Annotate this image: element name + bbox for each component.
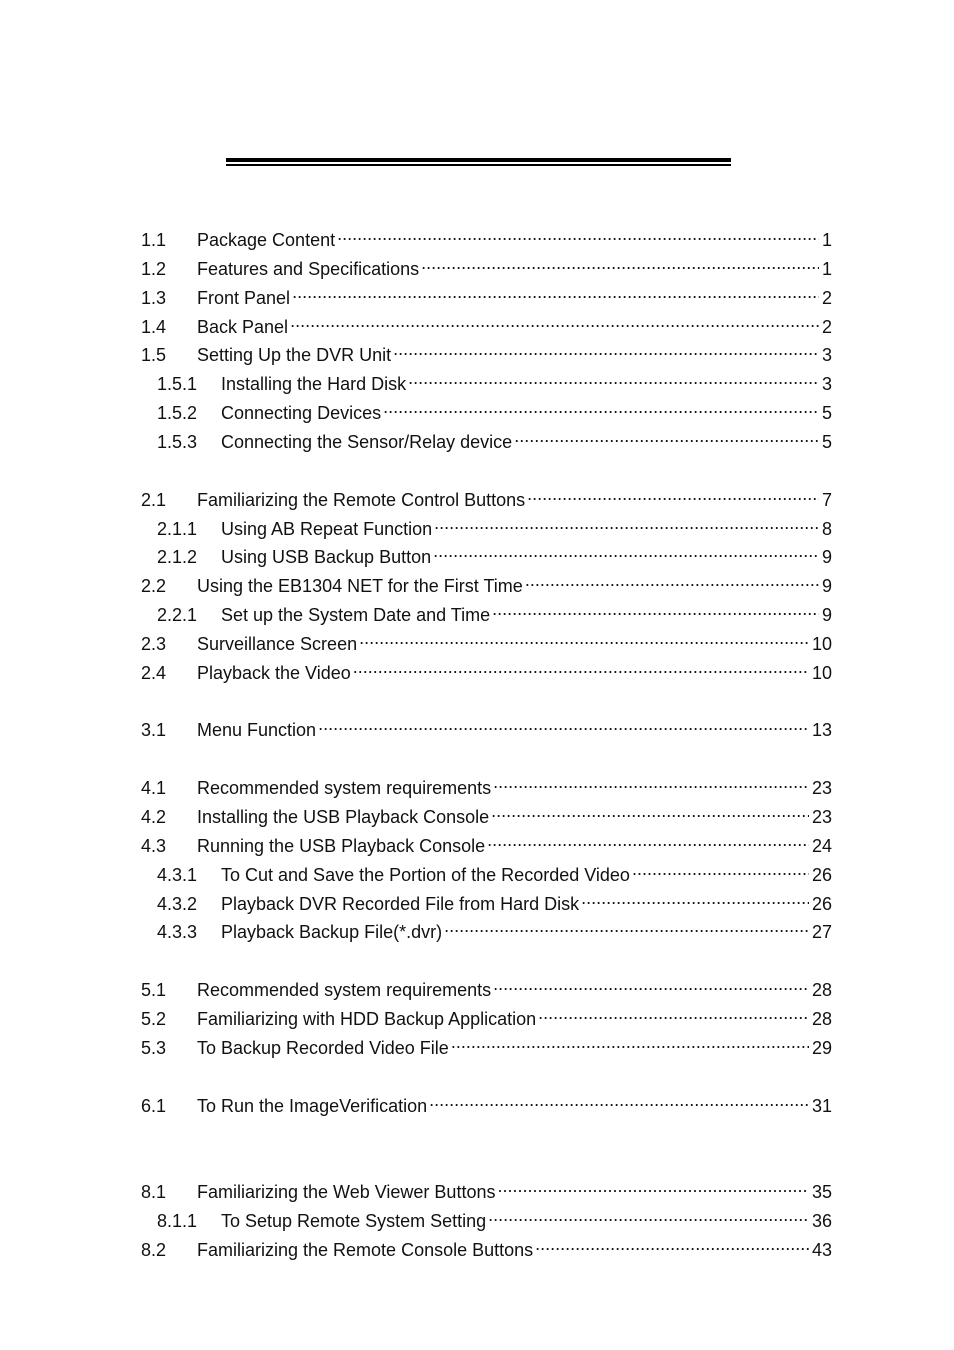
toc-entry-page: 10 — [811, 634, 832, 654]
toc-entry-title: Set up the System Date and Time — [221, 605, 491, 625]
toc-dot-leader — [525, 568, 819, 592]
toc-entry-page: 9 — [821, 605, 832, 625]
toc-entry-number: 1.5.2 — [157, 403, 198, 423]
toc-entry-page: 26 — [811, 865, 832, 885]
toc-dot-leader — [538, 1001, 809, 1025]
toc-dot-leader — [383, 395, 819, 419]
toc-entry-number: 5.3 — [141, 1038, 167, 1058]
toc-entry[interactable] — [141, 309, 832, 337]
toc-entry[interactable] — [157, 511, 832, 539]
toc-entry-number: 2.4 — [141, 663, 167, 683]
toc-dot-leader — [359, 626, 809, 650]
toc-dot-leader — [514, 424, 819, 448]
toc-entry[interactable] — [157, 539, 832, 567]
toc-entry-page: 9 — [821, 576, 832, 596]
toc-entry-title: Features and Specifications — [197, 259, 420, 279]
toc-dot-leader — [421, 251, 819, 275]
toc-dot-leader — [290, 309, 819, 333]
toc-entry-number: 4.3 — [141, 836, 167, 856]
toc-entry-number: 4.3.1 — [157, 865, 198, 885]
toc-entry-number: 1.4 — [141, 317, 167, 337]
toc-entry-title: Recommended system requirements — [197, 778, 492, 798]
toc-entry-number: 1.3 — [141, 288, 167, 308]
toc-entry-page: 5 — [821, 403, 832, 423]
toc-entry-title: Connecting Devices — [221, 403, 382, 423]
toc-entry-number: 6.1 — [141, 1096, 167, 1116]
toc-entry-number: 5.1 — [141, 980, 167, 1000]
toc-entry[interactable] — [141, 1088, 832, 1116]
toc-entry-page: 28 — [811, 1009, 832, 1029]
toc-dot-leader — [492, 597, 819, 621]
toc-entry-number: 5.2 — [141, 1009, 167, 1029]
toc-entry-page: 3 — [821, 345, 832, 365]
toc-dot-leader — [493, 770, 809, 794]
toc-entry-page: 1 — [821, 259, 832, 279]
toc-entry[interactable] — [157, 395, 832, 423]
toc-entry-title: Familiarizing the Remote Console Buttons — [197, 1240, 534, 1260]
toc-entry-number: 1.5 — [141, 345, 167, 365]
toc-entry-page: 5 — [821, 432, 832, 452]
toc-entry-title: Installing the USB Playback Console — [197, 807, 490, 827]
toc-dot-leader — [451, 1030, 809, 1054]
toc-entry-page: 23 — [811, 778, 832, 798]
title-rule-thick — [226, 158, 731, 162]
toc-entry-title: Connecting the Sensor/Relay device — [221, 432, 513, 452]
toc-entry-title: Using AB Repeat Function — [221, 519, 433, 539]
toc-entry-title: Recommended system requirements — [197, 980, 492, 1000]
toc-entry[interactable] — [141, 337, 832, 365]
title-rule — [226, 158, 731, 167]
toc-entry-title: Playback Backup File(*.dvr) — [221, 922, 443, 942]
toc-entry-title: To Run the ImageVerification — [197, 1096, 428, 1116]
title-rule-thin — [226, 164, 731, 166]
toc-entry[interactable] — [141, 626, 832, 654]
toc-entry-title: To Cut and Save the Portion of the Recorded Video — [221, 865, 630, 885]
toc-entry-title: Familiarizing the Remote Control Buttons — [197, 490, 526, 510]
toc-entry[interactable] — [141, 828, 832, 856]
toc-entry[interactable] — [141, 1232, 832, 1260]
toc-entry[interactable] — [141, 568, 832, 596]
toc-entry-number: 1.1 — [141, 230, 167, 250]
toc-dot-leader — [408, 366, 819, 390]
toc-entry-page: 27 — [811, 922, 832, 942]
toc-entry-title: Playback the Video — [197, 663, 351, 683]
toc-dot-leader — [337, 222, 819, 246]
toc-entry-title: Setting Up the DVR Unit — [197, 345, 392, 365]
toc-dot-leader — [535, 1232, 809, 1256]
toc-entry-page: 9 — [821, 547, 832, 567]
toc-entry-title: Front Panel — [197, 288, 291, 308]
toc-entry-title: Back Panel — [197, 317, 289, 337]
toc-entry-page: 3 — [821, 374, 832, 394]
toc-dot-leader — [393, 337, 819, 361]
toc-entry[interactable] — [141, 482, 832, 510]
toc-entry-page: 2 — [821, 317, 832, 337]
toc-entry-page: 43 — [811, 1240, 832, 1260]
toc-entry-number: 2.1.1 — [157, 519, 198, 539]
toc-entry[interactable] — [141, 251, 832, 279]
toc-dot-leader — [444, 914, 809, 938]
toc-dot-leader — [353, 655, 809, 679]
toc-entry-page: 8 — [821, 519, 832, 539]
toc-entry-title: Using USB Backup Button — [221, 547, 432, 567]
toc-dot-leader — [318, 712, 809, 736]
toc-entry-number: 2.3 — [141, 634, 167, 654]
toc-entry-number: 1.5.3 — [157, 432, 198, 452]
toc-entry-page: 29 — [811, 1038, 832, 1058]
toc-entry-page: 26 — [811, 894, 832, 914]
toc-entry[interactable] — [157, 914, 832, 942]
toc-entry-number: 2.1 — [141, 490, 167, 510]
toc-entry-number: 2.2 — [141, 576, 167, 596]
toc-entry-number: 1.5.1 — [157, 374, 198, 394]
toc-entry[interactable] — [141, 799, 832, 827]
toc-entry-title: Running the USB Playback Console — [197, 836, 486, 856]
toc-entry-number: 8.1.1 — [157, 1211, 198, 1231]
toc-entry-title: Using the EB1304 NET for the First Time — [197, 576, 523, 596]
toc-dot-leader — [429, 1088, 809, 1112]
toc-entry-title: Playback DVR Recorded File from Hard Disk — [221, 894, 580, 914]
toc-entry-number: 4.3.3 — [157, 922, 198, 942]
toc-entry-page: 13 — [811, 720, 832, 740]
toc-entry-title: To Backup Recorded Video File — [197, 1038, 449, 1058]
toc-dot-leader — [487, 828, 809, 852]
toc-entry-number: 3.1 — [141, 720, 167, 740]
toc-entry[interactable] — [141, 655, 832, 683]
toc-dot-leader — [493, 972, 809, 996]
toc-dot-leader — [632, 857, 809, 881]
toc-entry-page: 10 — [811, 663, 832, 683]
toc-dot-leader — [581, 886, 809, 910]
toc-entry-page: 28 — [811, 980, 832, 1000]
toc-entry-title: Menu Function — [197, 720, 317, 740]
toc-entry-number: 4.1 — [141, 778, 167, 798]
toc-entry[interactable] — [141, 972, 832, 1000]
toc-entry-title: Installing the Hard Disk — [221, 374, 407, 394]
toc-dot-leader — [434, 511, 819, 535]
toc-entry[interactable] — [141, 1001, 832, 1029]
toc-entry[interactable] — [141, 712, 832, 740]
toc-dot-leader — [491, 799, 809, 823]
toc-entry-page: 31 — [811, 1096, 832, 1116]
toc-entry-page: 35 — [811, 1182, 832, 1202]
toc-entry[interactable] — [157, 597, 832, 625]
toc-entry-number: 1.2 — [141, 259, 167, 279]
toc-entry-number: 8.1 — [141, 1182, 167, 1202]
toc-entry-page: 7 — [821, 490, 832, 510]
toc-entry[interactable] — [157, 857, 832, 885]
toc-entry[interactable] — [157, 886, 832, 914]
toc-entry[interactable] — [157, 366, 832, 394]
toc-entry-number: 8.2 — [141, 1240, 167, 1260]
toc-entry[interactable] — [141, 770, 832, 798]
toc-entry-page: 1 — [821, 230, 832, 250]
toc-entry-page: 24 — [811, 836, 832, 856]
toc-entry-number: 4.2 — [141, 807, 167, 827]
toc-entry-title: Surveillance Screen — [197, 634, 358, 654]
toc-dot-leader — [433, 539, 819, 563]
toc-entry[interactable] — [141, 1030, 832, 1058]
toc-entry-page: 2 — [821, 288, 832, 308]
toc-entry-page: 23 — [811, 807, 832, 827]
toc-dot-leader — [292, 280, 819, 304]
toc-dot-leader — [488, 1203, 809, 1227]
toc-entry-number: 2.2.1 — [157, 605, 198, 625]
toc-entry[interactable] — [157, 1203, 832, 1231]
toc-entry[interactable] — [157, 424, 832, 452]
toc-entry-page: 36 — [811, 1211, 832, 1231]
toc-dot-leader — [497, 1174, 809, 1198]
toc-entry-title: Package Content — [197, 230, 336, 250]
toc-entry-number: 2.1.2 — [157, 547, 198, 567]
toc-entry[interactable] — [141, 1174, 832, 1202]
toc-entry[interactable] — [141, 222, 832, 250]
toc-entry-title: Familiarizing the Web Viewer Buttons — [197, 1182, 496, 1202]
toc-entry-title: Familiarizing with HDD Backup Application — [197, 1009, 537, 1029]
toc-entry-number: 4.3.2 — [157, 894, 198, 914]
toc-entry[interactable] — [141, 280, 832, 308]
toc-entry-title: To Setup Remote System Setting — [221, 1211, 487, 1231]
toc-dot-leader — [527, 482, 819, 506]
